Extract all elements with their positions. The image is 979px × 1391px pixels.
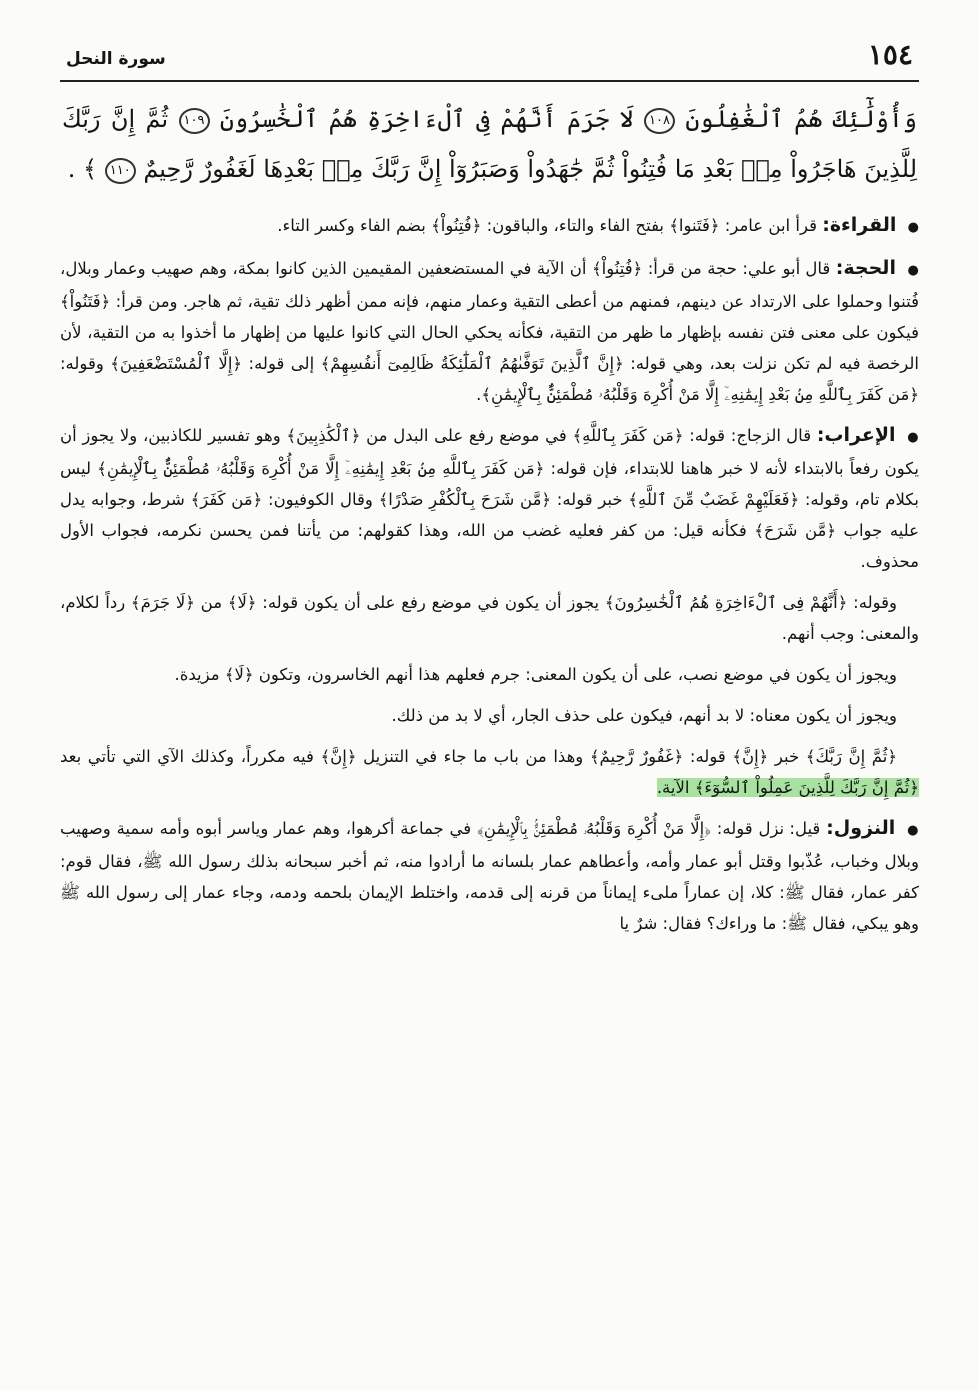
verse-text: ثُمَّ إِنَّ رَبَّكَ لِلَّذِينَ هَاجَرُواْ مِنۢ بَعْدِ مَا فُتِنُواْ ثُمَّ جَٰهَدُواْ وَصَبَرُوٓاْ إِنَّ رَبَّكَ مِنۢ بَعْدِهَا لَغَفُورٌ رَّحِيمٌ (62, 105, 917, 183)
section-qiraa (60, 210, 919, 243)
verse-text: لَا جَرَمَ أَنَّهُمْ فِى ٱلْءَاخِرَةِ هُمُ ٱلْخَٰسِرُونَ (219, 105, 634, 133)
verse-number-marker: ١٠٨ (644, 108, 675, 134)
section-heading: القراءة: (822, 214, 897, 236)
irab-paragraph (60, 741, 919, 803)
section-heading: النزول: (826, 817, 896, 839)
page (60, 38, 919, 1381)
irab-paragraph: ويجوز أن يكون معناه: لا بد أنهم، فيكون على حذف الجار، أي لا بد من ذلك. (391, 706, 897, 725)
verse-text: وَأُوْلَٰٓئِكَ هُمُ ٱلْغَٰفِلُونَ (685, 105, 917, 133)
section-text: قيل: نزل قوله: ﴿إِلَّا مَنْ أُكْرِهَ وَقَلْبُهُۥ مُطْمَئِنٌّۢ بِٱلْإِيمَٰنِ﴾ في جماعة أكرهوا، وهم عمار وياسر أبوه وأمه سمية وصهيب وبلال وخباب، عُذّبوا وقتل أبو عمار وأمه، وأعطاهم عمار بلسانه ما أرادوا منه، ثم أخبر سبحانه بذلك رسول الله ﷺ، فقال قوم: كفر عمار، فقال ﷺ: كلا، إن عماراً ملىء إيماناً من قرنه إلى قدمه، واختلط الإيمان بلحمه ودمه، وجاء عمار إلى رسول الله ﷺ وهو يبكي، فقال ﷺ: ما وراءك؟ فقال: شرٌ يا (60, 819, 919, 933)
irab-paragraph: ويجوز أن يكون في موضع نصب، على أن يكون المعنى: جرم فعلهم هذا أنهم الخاسرون، وتكون ﴿لَا﴾ مزيدة. (174, 665, 897, 684)
section-text: قال الزجاج: قوله: ﴿مَن كَفَرَ بِٱللَّهِ﴾ في موضع رفع على البدل من ﴿ٱلْكَٰذِبِينَ﴾ وهو تفسير للكاذبين، ولا يجوز أن يكون رفعاً بالابتداء لأنه لا خبر هاهنا للابتداء، فإن قوله: ﴿مَن كَفَرَ بِٱللَّهِ مِنۢ بَعْدِ إِيمَٰنِهِۦٓ إِلَّا مَنْ أُكْرِهَ وَقَلْبُهُۥ مُطْمَئِنٌّۢ بِٱلْإِيمَٰنِ﴾ ليس بكلام تام، وقوله: ﴿فَعَلَيْهِمْ غَضَبٌ مِّنَ ٱللَّهِ﴾ خبر قوله: ﴿مَّن شَرَحَ بِٱلْكُفْرِ صَدْرًا﴾ وقال الكوفيون: ﴿مَن كَفَرَ﴾ شرط، وجوابه يدل عليه جواب ﴿مَّن شَرَحَ﴾ فكأنه قيل: من كفر فعليه غضب من الله، وهذا كقولهم: من يأتنا فمن يحسن نكرمه، فجواب الأول محذوف. (60, 426, 919, 571)
bullet-icon: ● (907, 263, 920, 278)
bullet-icon: ● (907, 823, 920, 838)
verse-closing: ﴾ . (67, 155, 98, 183)
quran-verses (60, 82, 919, 200)
page-number: ١٥٤ (867, 38, 913, 71)
section-hujja (60, 253, 919, 410)
section-text: قرأ ابن عامر: ﴿فَتَنوا﴾ بفتح الفاء والتاء، والباقون: ﴿فُتِنُواْ﴾ بضم الفاء وكسر التاء. (277, 216, 817, 235)
section-irab (60, 420, 919, 577)
section-heading: الإعراب: (816, 424, 896, 446)
highlighted-text: ﴿ثُمَّ إِنَّ رَبَّكَ لِلَّذِينَ عَمِلُواْ ٱلسُّوٓءَ﴾ الآية. (656, 778, 919, 797)
verse-number-marker: ١١٠ (105, 158, 136, 184)
irab-paragraph: وقوله: ﴿أَنَّهُمْ فِى ٱلْءَاخِرَةِ هُمُ ٱلْخَٰسِرُونَ﴾ يجوز أن يكون في موضع رفع على أن يكون قوله: ﴿لَا﴾ من ﴿لَا جَرَمَ﴾ رداً لكلام، والمعنى: وجب أنهم. (60, 593, 919, 643)
irab-text: ﴿ثُمَّ إِنَّ رَبَّكَ﴾ خبر ﴿إِنَّ﴾ قوله: ﴿غَفُورٌ رَّحِيمٌ﴾ وهذا من باب ما جاء في التنزيل ﴿إِنَّ﴾ فيه مكرراً، وكذلك الآي التي تأتي بعد (60, 747, 897, 766)
section-heading: الحجة: (835, 257, 896, 279)
bullet-icon: ● (907, 220, 919, 235)
verse-number-marker: ١٠٩ (179, 108, 210, 134)
section-nuzul (60, 813, 919, 939)
sura-title: سورة النحل (66, 49, 166, 69)
bullet-icon: ● (907, 430, 920, 445)
running-head (60, 38, 919, 82)
section-text: قال أبو علي: حجة من قرأ: ﴿فُتِنُواْ﴾ أن الآية في المستضعفين المقيمين الذين كانوا بمكة، وهم صهيب وعمار وبلال، فُتنوا وحملوا على الارتداد عن دينهم، فمنهم من أعطى التقية وعمار منهم، فإنه ممن أظهر ذلك تقية، ثم هاجر. ومن قرأ: ﴿فَتَنُواْ﴾ فيكون على معنى فتن نفسه بإظهار ما ظهر من التقية، فكأنه يحكي الحال التي كانوا عليها من إظهار ما أخذوا به من التقية، لأن الرخصة فيه لم تكن نزلت بعد، وهي قوله: ﴿إِنَّ ٱلَّذِينَ تَوَفَّىٰهُمُ ٱلْمَلَٰٓئِكَةُ ظَالِمِىٓ أَنفُسِهِمْ﴾ إلى قوله: ﴿إِلَّا ٱلْمُسْتَضْعَفِينَ﴾ وقوله: ﴿مَن كَفَرَ بِٱللَّهِ مِنۢ بَعْدِ إِيمَٰنِهِۦٓ إِلَّا مَنْ أُكْرِهَ وَقَلْبُهُۥ مُطْمَئِنٌّۢ بِٱلْإِيمَٰنِ﴾. (60, 259, 919, 404)
